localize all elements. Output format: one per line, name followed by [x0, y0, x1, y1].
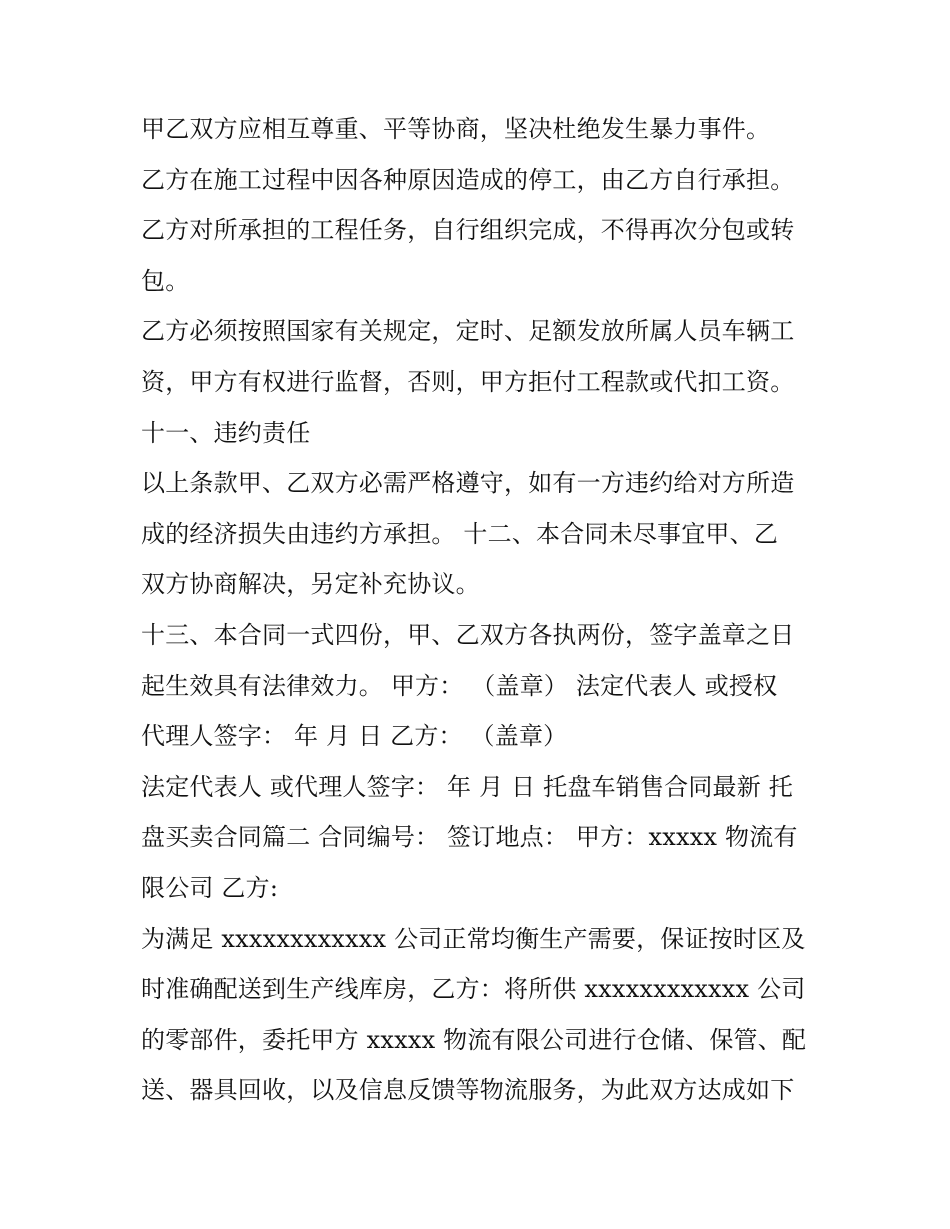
- text-line-14: 法定代表人 或代理人签字： 年 月 日 托盘车销售合同最新 托: [141, 772, 793, 801]
- text-line-16: 限公司 乙方:: [141, 873, 279, 902]
- text-line-10: 双方协商解决，另定补充协议。: [141, 570, 480, 599]
- text-line-3: 乙方对所承担的工程任务，自行组织完成，不得再次分包或转: [141, 216, 795, 245]
- text-line-15: 盘买卖合同篇二 合同编号： 签订地点： 甲方：xxxxx 物流有: [141, 823, 798, 852]
- text-line-11: 十三、本合同一式四份，甲、乙双方各执两份，签字盖章之日: [141, 620, 795, 649]
- document-body: [141, 104, 821, 1116]
- text-line-12: 起生效具有法律效力。 甲方： （盖章） 法定代表人 或授权: [141, 671, 778, 700]
- text-line-13: 代理人签字： 年 月 日 乙方： （盖章）: [141, 722, 568, 751]
- text-line-19: 的零部件，委托甲方 xxxxx 物流有限公司进行仓储、保管、配: [141, 1025, 807, 1054]
- section-heading-breach: 十一、违约责任: [141, 418, 311, 447]
- text-line-20: 送、器具回收，以及信息反馈等物流服务，为此双方达成如下: [141, 1076, 795, 1105]
- text-line-2: 乙方在施工过程中因各种原因造成的停工，由乙方自行承担。: [141, 165, 795, 194]
- text-line-9: 成的经济损失由违约方承担。 十二、本合同未尽事宜甲、乙: [141, 519, 779, 548]
- text-line-1: 甲乙双方应相互尊重、平等协商，坚决杜绝发生暴力事件。: [141, 115, 771, 143]
- text-line-4: 包。: [141, 266, 190, 295]
- text-line-18: 时准确配送到生产线库房，乙方：将所供 xxxxxxxxxxxx 公司: [141, 975, 806, 1004]
- text-line-6: 资，甲方有权进行监督，否则，甲方拒付工程款或代扣工资。: [141, 367, 795, 396]
- text-line-8: 以上条款甲、乙双方必需严格遵守，如有一方违约给对方所造: [141, 469, 795, 498]
- text-line-17: 为满足 xxxxxxxxxxxx 公司正常均衡生产需要，保证按时区及: [141, 924, 806, 953]
- text-line-5: 乙方必须按照国家有关规定，定时、足额发放所属人员车辆工: [141, 317, 795, 346]
